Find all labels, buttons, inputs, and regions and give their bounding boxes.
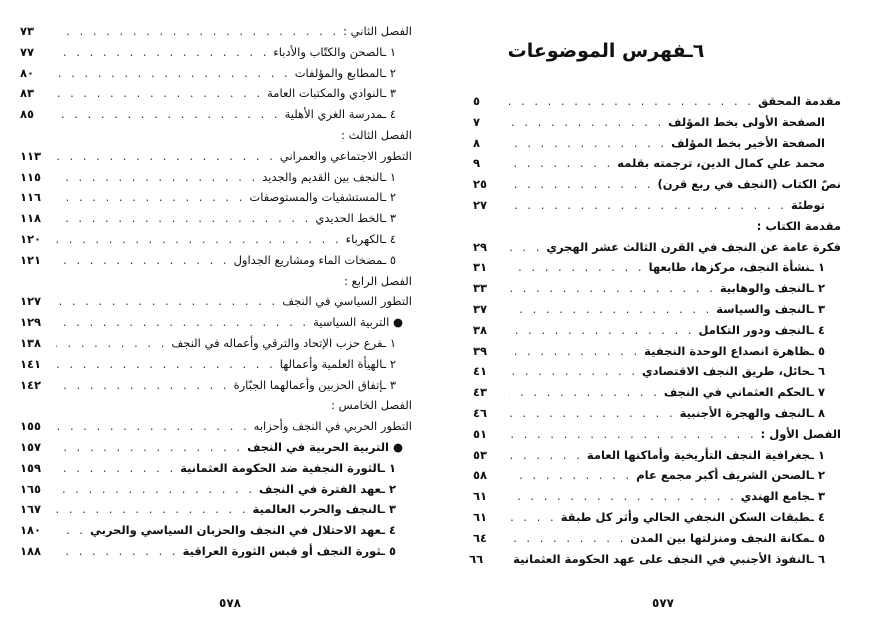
- entry-page-number: ١٥٥: [20, 419, 42, 434]
- entry-page-number: ٣١: [473, 260, 488, 275]
- toc-entry: [473, 91, 841, 112]
- entry-page-number: ٣٩: [473, 343, 488, 358]
- entry-page-number: ١٨٨: [20, 543, 42, 558]
- toc-entry: [20, 271, 412, 292]
- dot-leader: [56, 208, 315, 229]
- dot-leader: [509, 361, 642, 382]
- entry-page-number: ١٨٠: [20, 523, 42, 538]
- toc-list-right: [469, 91, 841, 569]
- entry-page-number: ٢٩: [473, 239, 488, 254]
- toc-entry: [20, 208, 412, 229]
- dot-leader: [56, 104, 285, 125]
- toc-entry: [473, 174, 841, 195]
- toc-entry: [20, 229, 412, 250]
- entry-page-number: ٤٦: [473, 405, 488, 420]
- page-title: ٦ـفهرس الموضوعات: [507, 40, 705, 62]
- entry-page-number: ١١٨: [20, 211, 42, 226]
- toc-entry: [473, 195, 841, 216]
- dot-leader: [56, 229, 346, 250]
- toc-entry: [473, 320, 841, 341]
- toc-entry: [473, 341, 841, 362]
- entry-title: ٣ ـالنوادي والمكتبات العامة: [267, 86, 396, 101]
- entry-title: ١ ـجغرافية النجف التأريخية وأماكنها العامة: [586, 447, 825, 462]
- dot-leader: [509, 133, 671, 154]
- toc-entry: [473, 403, 841, 424]
- entry-page-number: ١٦٧: [20, 502, 42, 517]
- dot-leader: [56, 42, 273, 63]
- dot-leader: [509, 299, 716, 320]
- entry-title: ٣ ـالنجف والسياسة: [716, 301, 825, 316]
- dot-leader: [56, 63, 295, 84]
- entry-page-number: ٧٣: [20, 24, 35, 38]
- entry-page-number: ٢٥: [473, 177, 488, 192]
- toc-entry: [473, 299, 841, 320]
- toc-entry: [20, 250, 412, 271]
- dot-leader: [56, 187, 249, 208]
- entry-title: ١ ـالنجف بين القديم والجديد: [262, 169, 396, 184]
- toc-entry: [20, 499, 412, 520]
- entry-title: ٢ ـالمطابع والمؤلفات: [294, 65, 396, 80]
- dot-leader: [56, 375, 234, 396]
- entry-page-number: ١٢١: [20, 252, 42, 267]
- entry-title: التطور الاجتماعي والعمراني: [279, 148, 412, 163]
- toc-entry: [473, 445, 841, 466]
- toc-entry: [20, 354, 412, 375]
- toc-entry: [20, 437, 412, 458]
- toc-entry: [20, 291, 412, 312]
- toc-entry: [20, 541, 412, 562]
- entry-page-number: ١٥٧: [20, 439, 42, 454]
- entry-title: ٢ ـالنجف والوهابية: [719, 281, 825, 296]
- toc-entry: [20, 104, 412, 125]
- toc-entry: [473, 382, 841, 403]
- dot-leader: [509, 153, 617, 174]
- dot-leader: [56, 312, 313, 333]
- entry-title: ٣ ـجامع الهندي: [740, 489, 825, 504]
- dot-leader: [509, 320, 699, 341]
- toc-entry: [20, 416, 412, 437]
- entry-page-number: ٤٣: [473, 385, 488, 400]
- dot-leader: [509, 528, 630, 549]
- dot-leader: [56, 146, 280, 167]
- toc-entry: [473, 237, 841, 258]
- toc-entry: [20, 458, 412, 479]
- entry-title: ٥ ـمضخات الماء ومشاريع الجداول: [233, 252, 396, 267]
- dot-leader: [56, 479, 259, 500]
- entry-title: مقدمة المحقق: [757, 94, 841, 108]
- toc-entry: [20, 125, 412, 146]
- entry-page-number: ٦١: [473, 509, 488, 524]
- entry-page-number: ٨: [473, 135, 481, 150]
- toc-entry: [20, 312, 412, 333]
- entry-title: ٤ ـالكهرباء: [345, 231, 396, 246]
- entry-title: ١ ـفرع حزب الإتحاد والترقي وأعماله في النجف: [171, 335, 396, 350]
- toc-list-left: [20, 21, 412, 562]
- page-number: ٥٧٨: [219, 596, 241, 610]
- entry-page-number: ٣٧: [473, 301, 488, 316]
- entry-page-number: ١٤٢: [20, 377, 42, 392]
- entry-title: الفصل الثاني :: [343, 24, 412, 38]
- entry-page-number: ٤١: [473, 364, 488, 379]
- dot-leader: [509, 403, 680, 424]
- entry-title: الصفحة الأولى بخط المؤلف: [668, 114, 825, 129]
- toc-entry: [473, 153, 841, 174]
- left-page: [0, 0, 441, 639]
- entry-title: ٣ ـالنجف والحرب العالمية: [252, 502, 396, 517]
- toc-entry: [20, 333, 412, 354]
- toc-entry: [473, 133, 841, 154]
- dot-leader: [509, 486, 741, 507]
- toc-entry: [473, 257, 841, 278]
- dot-leader: [509, 195, 791, 216]
- toc-entry: [20, 63, 412, 84]
- entry-page-number: ١٢٧: [20, 294, 42, 309]
- dot-leader: [56, 250, 234, 271]
- entry-title: ١ ـالصحن والكتّاب والأدباء: [273, 44, 396, 59]
- dot-leader: [509, 445, 587, 466]
- entry-title: ٦ ـحائل، طريق النجف الاقتصادي: [642, 364, 825, 379]
- toc-entry: [20, 83, 412, 104]
- entry-title: الفصل الأول :: [760, 426, 841, 441]
- dot-leader: [56, 520, 90, 541]
- dot-leader: [505, 549, 513, 570]
- entry-page-number: ٦١: [473, 489, 488, 504]
- entry-title: مقدمة الكتاب :: [756, 218, 841, 233]
- toc-entry: [473, 507, 841, 528]
- entry-page-number: ٥٨: [473, 468, 488, 483]
- dot-leader: [56, 21, 343, 42]
- dot-leader: [56, 333, 171, 354]
- entry-title: ٤ ـطبقات السكن النجفي الحالي وأثر كل طبقة: [560, 509, 825, 524]
- right-page: [441, 0, 883, 639]
- entry-page-number: ٦٤: [473, 530, 488, 545]
- entry-title: ٨ ـالنجف والهجرة الأجنبية: [679, 405, 825, 420]
- toc-entry: [20, 42, 412, 63]
- entry-page-number: ١٢٠: [20, 231, 42, 246]
- dot-leader: [56, 291, 282, 312]
- dot-leader: [509, 278, 720, 299]
- toc-entry: [473, 278, 841, 299]
- dot-leader: [56, 541, 183, 562]
- entry-title: ١ ـالثورة النجفية ضد الحكومة العثمانية: [180, 460, 396, 475]
- entry-page-number: ١١٣: [20, 148, 42, 163]
- entry-title: محمد علي كمال الدين، ترجمته بقلمه: [617, 156, 825, 171]
- dot-leader: [56, 167, 262, 188]
- toc-entry: [473, 361, 841, 382]
- entry-title: ٢ ـعهد الفترة في النجف: [259, 481, 396, 496]
- toc-entry: [473, 112, 841, 133]
- entry-page-number: ٥١: [473, 426, 488, 441]
- toc-entry: [20, 146, 412, 167]
- dot-leader: [56, 499, 253, 520]
- entry-page-number: ٨٣: [20, 86, 35, 101]
- entry-page-number: ٦٦: [469, 551, 484, 566]
- toc-entry: [473, 216, 841, 237]
- entry-page-number: ٥٣: [473, 447, 488, 462]
- dot-leader: [509, 91, 758, 112]
- dot-leader: [509, 174, 658, 195]
- entry-page-number: ١٦٥: [20, 481, 42, 496]
- dot-leader: [509, 424, 761, 445]
- entry-title: الصفحة الأخير بخط المؤلف: [671, 135, 825, 150]
- dot-leader: [509, 341, 644, 362]
- entry-title: ٤ ـمدرسة الغري الأهلية: [284, 107, 396, 122]
- entry-page-number: ١٣٨: [20, 335, 42, 350]
- dot-leader: [56, 354, 280, 375]
- entry-page-number: ٧: [473, 114, 481, 129]
- dot-leader: [56, 416, 254, 437]
- entry-page-number: ٨٥: [20, 107, 35, 122]
- entry-page-number: ٣٣: [473, 281, 488, 296]
- entry-title: ● التربية الحربية في النجف: [247, 439, 403, 454]
- entry-page-number: ١٥٩: [20, 460, 42, 475]
- entry-page-number: ٢٧: [473, 197, 488, 212]
- entry-title: التطور السياسي في النجف: [282, 294, 412, 309]
- toc-entry: [473, 424, 841, 445]
- entry-title: فكرة عامة عن النجف في القرن الثالث عشر الهجري: [546, 239, 841, 254]
- dot-leader: [509, 382, 664, 403]
- entry-title: الفصل الرابع :: [344, 273, 412, 288]
- page-number: ٥٧٧: [652, 596, 674, 610]
- dot-leader: [509, 257, 649, 278]
- entry-title: نصّ الكتاب (النجف في ربع قرن): [657, 177, 841, 192]
- entry-page-number: ٣٨: [473, 322, 488, 337]
- entry-title: ٧ ـالحكم العثماني في النجف: [663, 385, 825, 400]
- entry-title: ٤ ـالنجف ودور التكامل: [698, 322, 825, 337]
- entry-title: ٢ ـالمستشفيات والمستوصفات: [249, 190, 396, 205]
- toc-entry: [20, 395, 412, 416]
- toc-entry: [20, 187, 412, 208]
- dot-leader: [56, 83, 267, 104]
- toc-entry: [20, 520, 412, 541]
- toc-entry: [473, 486, 841, 507]
- entry-page-number: ١١٦: [20, 190, 42, 205]
- toc-entry: [20, 479, 412, 500]
- entry-title: ٥ ـمكانة النجف ومنزلتها بين المدن: [630, 530, 825, 545]
- entry-title: الفصل الخامس :: [331, 398, 412, 413]
- entry-title: ٥ ـظاهرة انصداع الوحدة النجفية: [644, 343, 825, 358]
- entry-title: ٣ ـإتفاق الحزبين وأعمالهما الجبّارة: [233, 377, 396, 392]
- entry-page-number: ١٤١: [20, 356, 42, 371]
- entry-title: ٣ ـالخط الحديدي: [315, 211, 396, 226]
- entry-page-number: ٧٧: [20, 44, 35, 59]
- entry-title: ٥ ـثورة النجف أو قبس الثورة العراقية: [182, 543, 396, 558]
- toc-entry: [473, 528, 841, 549]
- dot-leader: [56, 458, 180, 479]
- toc-entry: [20, 167, 412, 188]
- dot-leader: [56, 437, 247, 458]
- entry-page-number: ١٢٩: [20, 315, 42, 330]
- entry-page-number: ٩: [473, 156, 481, 171]
- dot-leader: [509, 465, 636, 486]
- entry-title: ٢ ـالصحن الشريف أكبر مجمع عام: [636, 468, 825, 483]
- dot-leader: [509, 507, 561, 528]
- dot-leader: [509, 237, 546, 258]
- entry-title: التطور الحربي في النجف وأحزابه: [253, 419, 412, 434]
- toc-entry: [473, 465, 841, 486]
- entry-title: ٢ ـالهيأة العلمية وأعمالها: [279, 356, 396, 371]
- entry-title: ٤ ـعهد الاحتلال في النجف والحزبان السياسي والحربي: [89, 523, 396, 538]
- entry-title: الفصل الثالث :: [341, 127, 412, 142]
- entry-title: توطئة: [790, 197, 825, 212]
- entry-page-number: ٨٠: [20, 65, 35, 80]
- toc-entry: [469, 549, 841, 570]
- dot-leader: [509, 112, 668, 133]
- toc-entry: [20, 375, 412, 396]
- entry-page-number: ١١٥: [20, 169, 42, 184]
- toc-entry: [20, 21, 412, 42]
- entry-title: ١ ـنشأة النجف، مركزها، طابعها: [648, 260, 825, 275]
- entry-page-number: ٥: [473, 94, 481, 108]
- entry-title: ٦ ـالنفوذ الأجنبي في النجف على عهد الحكومة العثمانية: [513, 551, 825, 566]
- entry-title: ● التربية السياسية: [313, 315, 403, 330]
